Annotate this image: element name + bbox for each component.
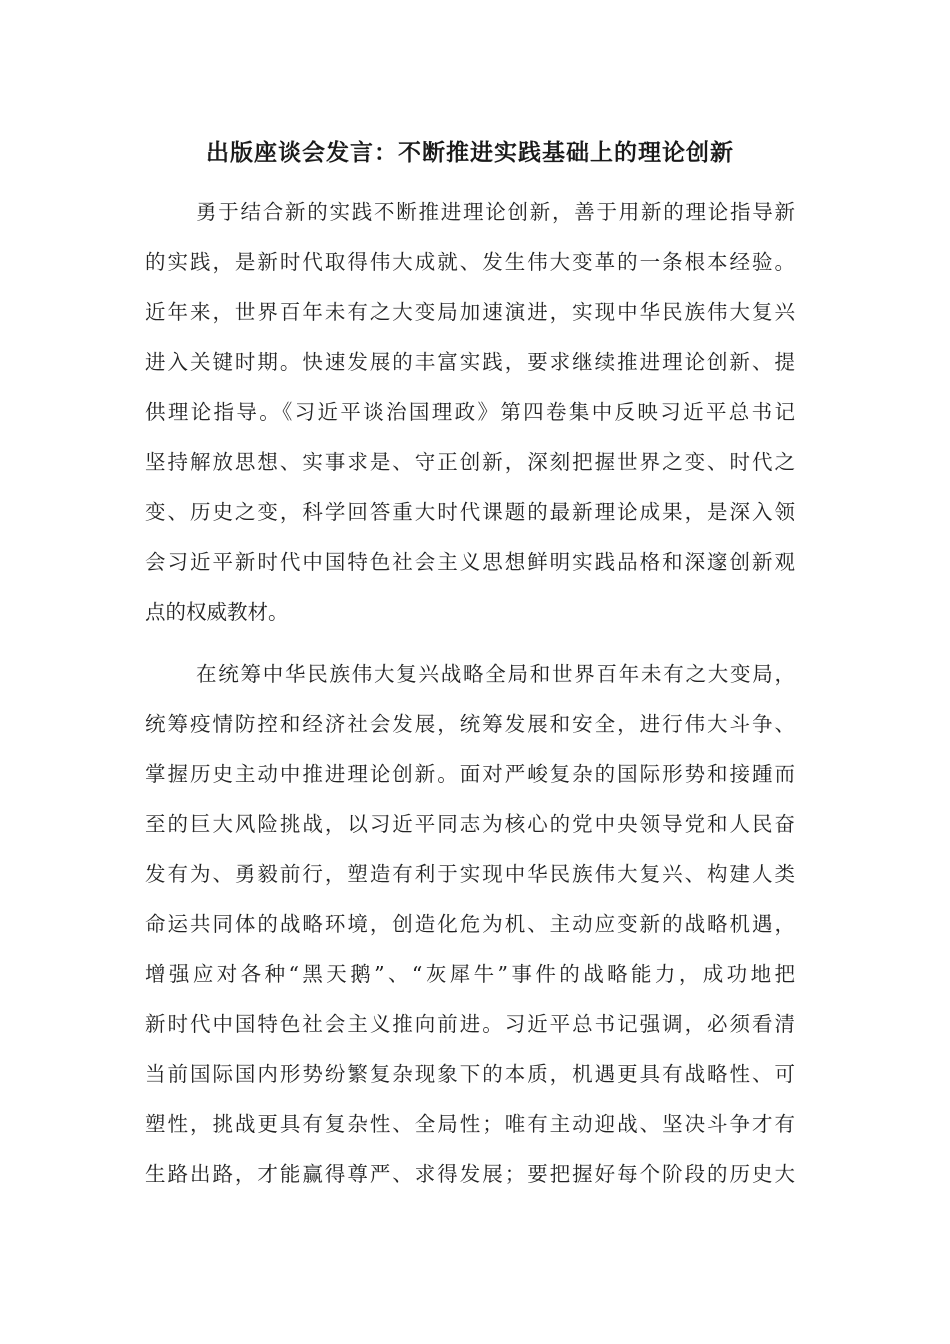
paragraph-2-line-10: 塑性，挑战更具有复杂性、全局性；唯有主动迎战、坚决斗争才有 (145, 1112, 795, 1136)
paragraph-1-line-5: 供理论指导。《习近平谈治国理政》第四卷集中反映习近平总书记 (145, 400, 795, 424)
paragraph-1-line-3: 近年来，世界百年未有之大变局加速演进，实现中华民族伟大复兴 (145, 300, 795, 324)
paragraph-2-line-8: 新时代中国特色社会主义推向前进。习近平总书记强调，必须看清 (145, 1012, 795, 1036)
paragraph-2-line-6: 命运共同体的战略环境，创造化危为机、主动应变新的战略机遇， (145, 912, 795, 936)
document-title: 出版座谈会发言：不断推进实践基础上的理论创新 (206, 140, 734, 166)
paragraph-1-line-4: 进入关键时期。快速发展的丰富实践，要求继续推进理论创新、提 (145, 350, 795, 374)
paragraph-2-line-11: 生路出路，才能赢得尊严、求得发展；要把握好每个阶段的历史大 (145, 1162, 795, 1186)
paragraph-1-line-2: 的实践，是新时代取得伟大成就、发生伟大变革的一条根本经验。 (145, 250, 795, 274)
paragraph-1-line-7: 变、历史之变，科学回答重大时代课题的最新理论成果，是深入领 (145, 500, 795, 524)
paragraph-2-line-5: 发有为、勇毅前行，塑造有利于实现中华民族伟大复兴、构建人类 (145, 862, 795, 886)
paragraph-2-line-1: 在统筹中华民族伟大复兴战略全局和世界百年未有之大变局， (196, 662, 795, 686)
paragraph-2-line-2: 统筹疫情防控和经济社会发展，统筹发展和安全，进行伟大斗争、 (145, 712, 795, 736)
paragraph-2-line-9: 当前国际国内形势纷繁复杂现象下的本质，机遇更具有战略性、可 (145, 1062, 795, 1086)
paragraph-1-line-1: 勇于结合新的实践不断推进理论创新，善于用新的理论指导新 (196, 200, 795, 224)
paragraph-2-line-3: 掌握历史主动中推进理论创新。面对严峻复杂的国际形势和接踵而 (145, 762, 795, 786)
paragraph-1-line-8: 会习近平新时代中国特色社会主义思想鲜明实践品格和深邃创新观 (145, 550, 795, 574)
paragraph-2-line-4: 至的巨大风险挑战，以习近平同志为核心的党中央领导党和人民奋 (145, 812, 795, 836)
paragraph-1-line-6: 坚持解放思想、实事求是、守正创新，深刻把握世界之变、时代之 (145, 450, 795, 474)
paragraph-1-line-9: 点的权威教材。 (145, 600, 289, 624)
paragraph-2-line-7: 增强应对各种“黑天鹅”、“灰犀牛”事件的战略能力，成功地把 (145, 962, 795, 986)
